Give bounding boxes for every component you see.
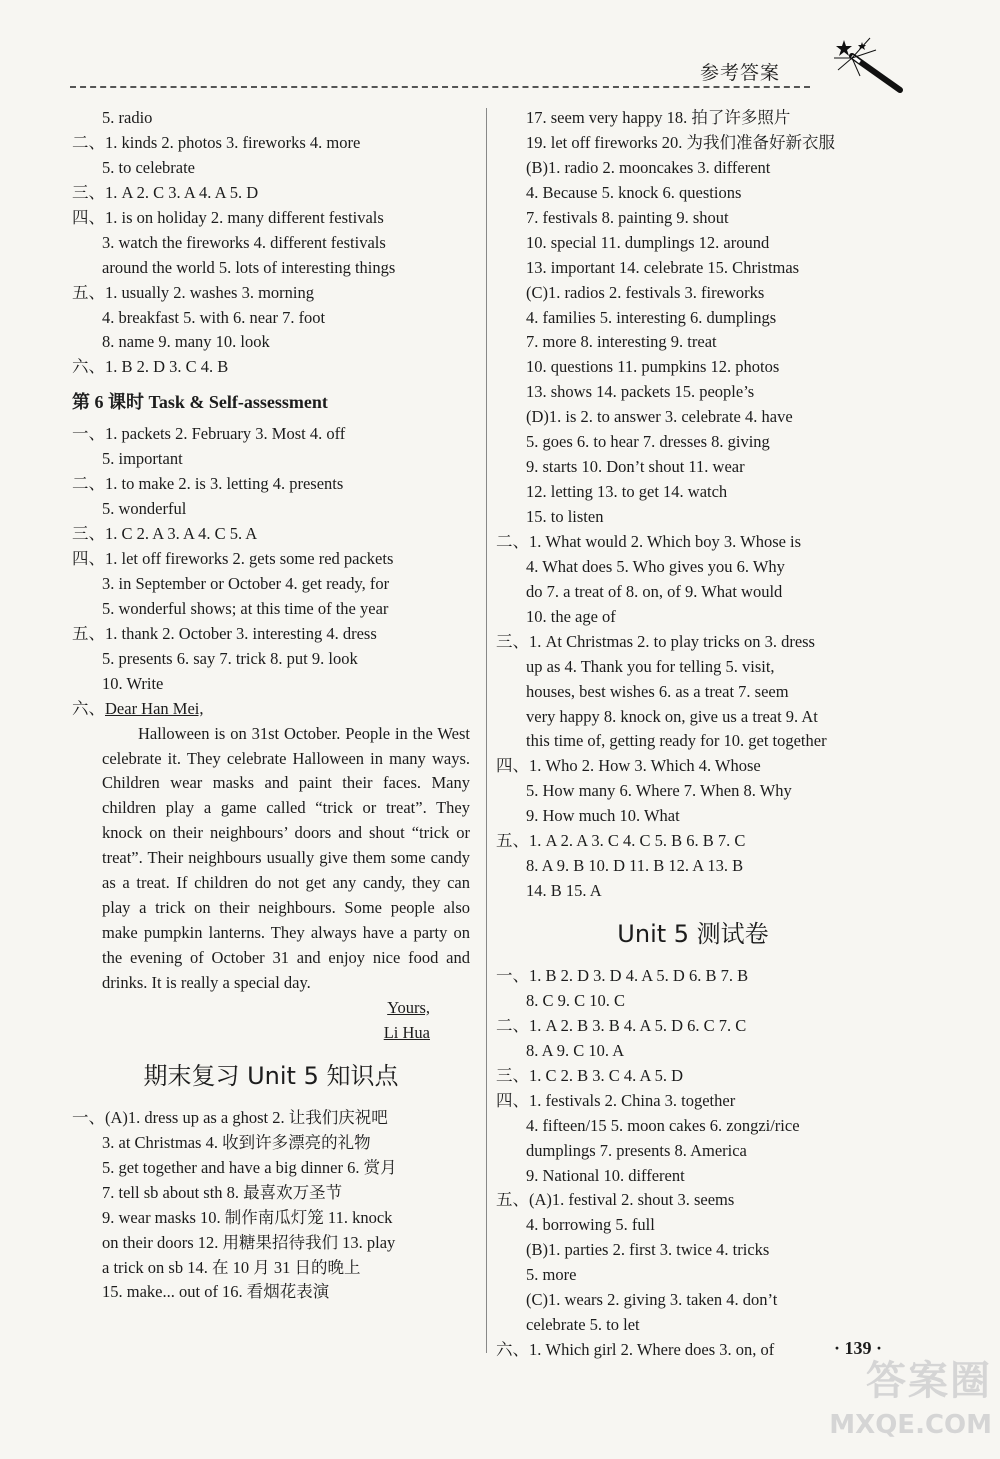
answer-line: 4. borrowing 5. full bbox=[526, 1215, 655, 1235]
answer-line: 10. questions 11. pumpkins 12. photos bbox=[526, 357, 780, 377]
answer-line: 一、1. packets 2. February 3. Most 4. off bbox=[72, 424, 346, 444]
answer-line: 15. make... out of 16. 看烟花表演 bbox=[102, 1282, 330, 1302]
answer-line: 5. goes 6. to hear 7. dresses 8. giving bbox=[526, 432, 770, 452]
answer-line: 3. at Christmas 4. 收到许多漂亮的礼物 bbox=[102, 1132, 371, 1152]
section-title-unit5-test: Unit 5 测试卷 bbox=[617, 920, 769, 948]
answer-line: this time of, getting ready for 10. get together bbox=[526, 731, 827, 751]
header-title: 参考答案 bbox=[699, 62, 780, 84]
answer-line: around the world 5. lots of interesting things bbox=[102, 257, 396, 277]
letter-greeting: Dear Han Mei, bbox=[105, 698, 204, 718]
answer-line: 7. tell sb about sth 8. 最喜欢万圣节 bbox=[102, 1182, 343, 1202]
answer-line: 4. What does 5. Who gives you 6. Why bbox=[526, 556, 785, 576]
answer-line: 四、1. let off fireworks 2. gets some red packets bbox=[72, 549, 394, 568]
column-divider bbox=[486, 108, 487, 1353]
answer-line: 15. to listen bbox=[526, 507, 604, 526]
answer-line: 9. National 10. different bbox=[526, 1165, 685, 1185]
answer-line: 5. wonderful shows; at this time of the year bbox=[102, 598, 389, 618]
answer-line: 5. presents 6. say 7. trick 8. put 9. look bbox=[102, 648, 358, 668]
left-column bbox=[72, 106, 470, 1305]
answer-line: celebrate 5. to let bbox=[526, 1315, 640, 1335]
answer-line: 17. seem very happy 18. 拍了许多照片 bbox=[526, 108, 791, 127]
answer-line: 4. families 5. interesting 6. dumplings bbox=[526, 307, 777, 327]
answer-line: 9. wear masks 10. 制作南瓜灯笼 11. knock bbox=[102, 1207, 393, 1227]
answer-line: 六、1. B 2. D 3. C 4. B bbox=[72, 357, 229, 377]
section-title-review: 期末复习 Unit 5 知识点 bbox=[143, 1061, 399, 1090]
answer-line: 8. name 9. many 10. look bbox=[102, 332, 270, 352]
answer-line: 二、1. kinds 2. photos 3. fireworks 4. more bbox=[72, 132, 361, 152]
right-column bbox=[496, 106, 890, 1363]
answer-line: 三、1. At Christmas 2. to play tricks on 3. dress bbox=[496, 631, 815, 651]
answer-line: 五、1. usually 2. washes 3. morning bbox=[72, 282, 314, 302]
answer-line: 14. B 15. A bbox=[526, 881, 602, 901]
answer-line: 12. letting 13. to get 14. watch bbox=[526, 482, 728, 502]
answer-line: 3. watch the fireworks 4. different festivals bbox=[102, 232, 386, 252]
answer-line: houses, best wishes 6. as a treat 7. seem bbox=[526, 681, 789, 701]
answer-line: 五、(A)1. festival 2. shout 3. seems bbox=[496, 1190, 735, 1210]
answer-line: 四、1. festivals 2. China 3. together bbox=[496, 1090, 736, 1110]
sample-letter bbox=[72, 722, 470, 996]
answer-line: 10. the age of bbox=[526, 606, 616, 626]
answer-line: 9. starts 10. Don’t shout 11. wear bbox=[526, 457, 745, 477]
watermark-text-bottom: MXQE.COM bbox=[829, 1410, 992, 1440]
answer-line: 五、1. thank 2. October 3. interesting 4. dress bbox=[72, 623, 377, 643]
answer-line: 4. breakfast 5. with 6. near 7. foot bbox=[102, 307, 326, 327]
answer-line: 9. How much 10. What bbox=[526, 806, 680, 826]
header-dashed-rule bbox=[70, 86, 810, 88]
answer-line: 二、1. to make 2. is 3. letting 4. presents bbox=[72, 474, 344, 494]
answer-line: 三、1. C 2. B 3. C 4. A 5. D bbox=[496, 1065, 684, 1085]
answer-line: 5. more bbox=[526, 1265, 577, 1285]
answer-line: on their doors 12. 用糖果招待我们 13. play bbox=[102, 1232, 396, 1252]
answer-line: 二、1. What would 2. Which boy 3. Whose is bbox=[496, 531, 802, 551]
answer-line: 六、1. Which girl 2. Where does 3. on, of bbox=[496, 1340, 775, 1360]
letter-body: Halloween is on 31st October. People in the West celebrate it. They celebrate Halloween in many ways. Children wear masks and paint their faces. Many children play a game called “trick or treat”. They knock on their neighbours’ doors and shout “trick or treat”. Their neighbours usually give them some candy as a treat. If children do not get any candy, they can play a trick on their neighbours. Some people also make pumpkin lanterns. They always have a party on the evening of October 31 and enjoy nice food and drinks. It is really a special day. bbox=[102, 723, 470, 993]
letter-signature: Li Hua bbox=[383, 1022, 430, 1042]
watermark-text-top: 答案圈 bbox=[866, 1358, 992, 1404]
answer-line: dumplings 7. presents 8. America bbox=[526, 1140, 747, 1160]
answer-line: (D)1. is 2. to answer 3. celebrate 4. have bbox=[526, 407, 793, 427]
answer-line: very happy 8. knock on, give us a treat 9. At bbox=[526, 706, 818, 726]
answer-line: 三、1. C 2. A 3. A 4. C 5. A bbox=[72, 524, 258, 544]
answer-line: 3. in September or October 4. get ready, for bbox=[102, 573, 390, 593]
answer-line: 5. radio bbox=[102, 108, 153, 127]
answer-line: 四、1. is on holiday 2. many different festivals bbox=[72, 207, 384, 227]
page-header bbox=[70, 58, 900, 92]
answer-line: (C)1. radios 2. festivals 3. fireworks bbox=[526, 282, 765, 302]
answer-line: 10. Write bbox=[102, 673, 164, 693]
answer-line: 二、1. A 2. B 3. B 4. A 5. D 6. C 7. C bbox=[496, 1015, 747, 1035]
answer-line: up as 4. Thank you for telling 5. visit, bbox=[526, 656, 775, 676]
answer-line: 5. How many 6. Where 7. When 8. Why bbox=[526, 781, 792, 801]
answer-line: 4. Because 5. knock 6. questions bbox=[526, 182, 742, 202]
answer-line: 8. C 9. C 10. C bbox=[526, 990, 626, 1010]
answer-line: a trick on sb 14. 在 10 月 31 日的晚上 bbox=[102, 1257, 361, 1277]
answer-line: 五、1. A 2. A 3. C 4. C 5. B 6. B 7. C bbox=[496, 831, 746, 851]
answer-line: 一、(A)1. dress up as a ghost 2. 让我们庆祝吧 bbox=[72, 1107, 388, 1127]
answer-line: 三、1. A 2. C 3. A 4. A 5. D bbox=[72, 182, 259, 202]
answer-line: 一、1. B 2. D 3. D 4. A 5. D 6. B 7. B bbox=[496, 966, 749, 985]
answer-line: 四、1. Who 2. How 3. Which 4. Whose bbox=[496, 756, 761, 776]
answer-line: 13. shows 14. packets 15. people’s bbox=[526, 382, 755, 402]
answer-line: 5. get together and have a big dinner 6. 赏月 bbox=[102, 1157, 397, 1177]
section-heading-lesson6: 第 6 课时 Task & Self-assessment bbox=[72, 392, 328, 413]
answer-line: (C)1. wears 2. giving 3. taken 4. don’t bbox=[526, 1290, 778, 1310]
answer-line: 5. to celebrate bbox=[102, 157, 195, 177]
answer-line: (B)1. radio 2. mooncakes 3. different bbox=[526, 157, 771, 177]
answer-line: 19. let off fireworks 20. 为我们准备好新衣服 bbox=[526, 132, 836, 152]
magic-wand-icon bbox=[830, 36, 910, 98]
page-number: · 139 · bbox=[833, 1338, 882, 1358]
answer-line: 5. important bbox=[102, 449, 183, 469]
answer-line: 5. wonderful bbox=[102, 499, 187, 519]
answer-line: 8. A 9. C 10. A bbox=[526, 1040, 625, 1060]
answer-line: 7. more 8. interesting 9. treat bbox=[526, 332, 717, 352]
answer-line: 13. important 14. celebrate 15. Christmas bbox=[526, 257, 800, 277]
letter-greeting-line bbox=[72, 697, 470, 722]
watermark-logo bbox=[802, 1349, 992, 1449]
answer-line: do 7. a treat of 8. on, of 9. What would bbox=[526, 581, 783, 601]
question-number: 六、 bbox=[72, 698, 105, 718]
answer-line: 10. special 11. dumplings 12. around bbox=[526, 232, 770, 252]
answer-line: 8. A 9. B 10. D 11. B 12. A 13. B bbox=[526, 856, 744, 876]
answer-line: (B)1. parties 2. first 3. twice 4. tricks bbox=[526, 1240, 770, 1260]
answer-line: 4. fifteen/15 5. moon cakes 6. zongzi/rice bbox=[526, 1115, 800, 1135]
answer-line: 7. festivals 8. painting 9. shout bbox=[526, 207, 729, 227]
letter-closing: Yours, bbox=[387, 998, 430, 1018]
